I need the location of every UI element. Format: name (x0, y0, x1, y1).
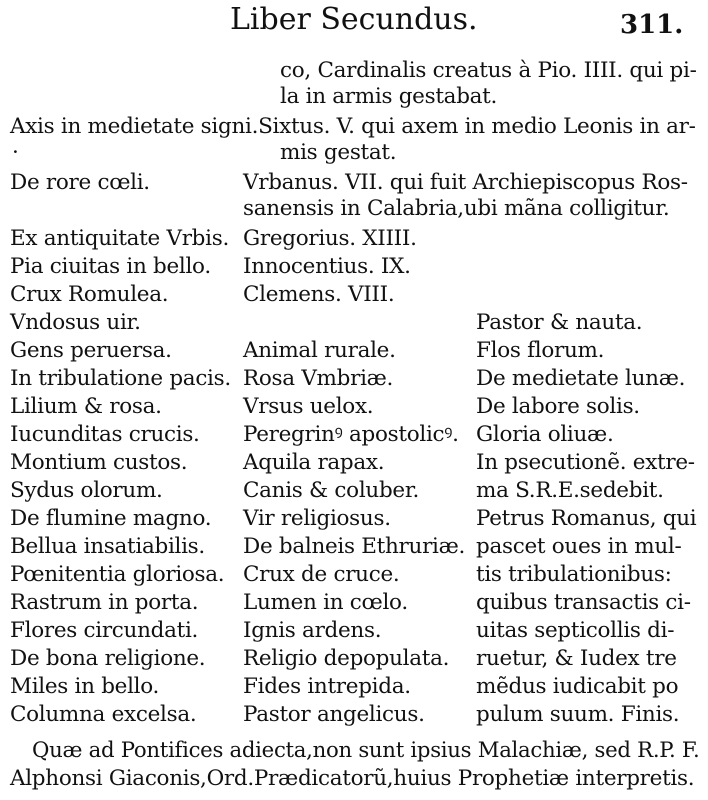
prophecy-text: ma S.R.E.sedebit. (476, 478, 664, 503)
motto: De rore cœli. (10, 170, 150, 195)
motto: Pia ciuitas in bello. (10, 254, 211, 279)
pope-entry: sanensis in Calabria,ubi mãna colligitur. (243, 196, 670, 221)
motto: Fides intrepida. (243, 674, 411, 699)
motto: Peregrinꝰ apostolicꝰ. (243, 422, 459, 447)
motto: Crux de cruce. (243, 562, 400, 587)
prophecy-text: quibus transactis ci- (476, 590, 691, 615)
motto: Crux Romulea. (10, 282, 169, 307)
pope-name: Innocentius. IX. (243, 254, 411, 279)
motto: De medietate lunæ. (476, 366, 686, 391)
motto: Pastor & nauta. (476, 310, 643, 335)
motto: Ignis ardens. (243, 618, 382, 643)
prophecy-text: ruetur, & Iudex tre (476, 646, 677, 671)
motto: Flores circundati. (10, 618, 199, 643)
motto: Ex antiquitate Vrbis. (10, 226, 229, 251)
motto: De labore solis. (476, 394, 640, 419)
motto: Rosa Vmbriæ. (243, 366, 394, 391)
text-line: co, Cardinalis creatus à Pio. IIII. qui pi- (280, 58, 697, 83)
prophecy-text: In psecutionẽ. extre- (476, 450, 695, 475)
motto: Religio depopulata. (243, 646, 450, 671)
prophecy-text: pascet oues in mul- (476, 534, 682, 559)
motto: Flos florum. (476, 338, 605, 363)
prophecy-text: uitas septicollis di- (476, 618, 675, 643)
margin-dot: · (12, 140, 19, 165)
page-number: 311. (620, 10, 684, 40)
prophecy-text: Petrus Romanus, qui (476, 506, 697, 531)
motto: Lilium & rosa. (10, 394, 162, 419)
motto: Iucunditas crucis. (10, 422, 200, 447)
motto: Rastrum in porta. (10, 590, 199, 615)
motto: Pœnitentia gloriosa. (10, 562, 225, 587)
motto: Vir religiosus. (243, 506, 391, 531)
motto: De flumine magno. (10, 506, 212, 531)
running-head-title: Liber Secundus. (230, 2, 478, 37)
pope-name: Clemens. VIII. (243, 282, 395, 307)
motto: Canis & coluber. (243, 478, 419, 503)
motto: Pastor angelicus. (243, 702, 425, 727)
motto: Miles in bello. (10, 674, 160, 699)
motto: Columna excelsa. (10, 702, 197, 727)
prophecy-text: mẽdus iudicabit po (476, 674, 679, 699)
footnote-line: Quæ ad Pontifices adiecta,non sunt ipsius Malachiæ, sed R.P. F. (32, 738, 700, 763)
motto: Vndosus uir. (10, 310, 141, 335)
motto: Vrsus uelox. (243, 394, 374, 419)
text-line: Axis in medietate signi.Sixtus. V. qui axem in medio Leonis in ar- (10, 114, 696, 139)
motto: Bellua insatiabilis. (10, 534, 205, 559)
prophecy-text: tis tribulationibus: (476, 562, 672, 587)
motto: In tribulatione pacis. (10, 366, 231, 391)
pope-name: Gregorius. XIIII. (243, 226, 417, 251)
motto: Gens peruersa. (10, 338, 172, 363)
motto: Lumen in cœlo. (243, 590, 408, 615)
motto: Montium custos. (10, 450, 188, 475)
text-line: la in armis gestabat. (280, 84, 498, 109)
prophecy-text: pulum suum. Finis. (476, 702, 680, 727)
text-line: mis gestat. (280, 140, 397, 165)
footnote-line: Alphonsi Giaconis,Ord.Prædicatorũ,huius Prophetiæ interpretis. (10, 766, 695, 791)
motto: Gloria oliuæ. (476, 422, 614, 447)
motto: Animal rurale. (243, 338, 396, 363)
motto: Sydus olorum. (10, 478, 163, 503)
motto: Aquila rapax. (243, 450, 385, 475)
motto: De balneis Ethruriæ. (243, 534, 466, 559)
pope-entry: Vrbanus. VII. qui fuit Archiepiscopus Ros- (243, 170, 688, 195)
motto: De bona religione. (10, 646, 206, 671)
